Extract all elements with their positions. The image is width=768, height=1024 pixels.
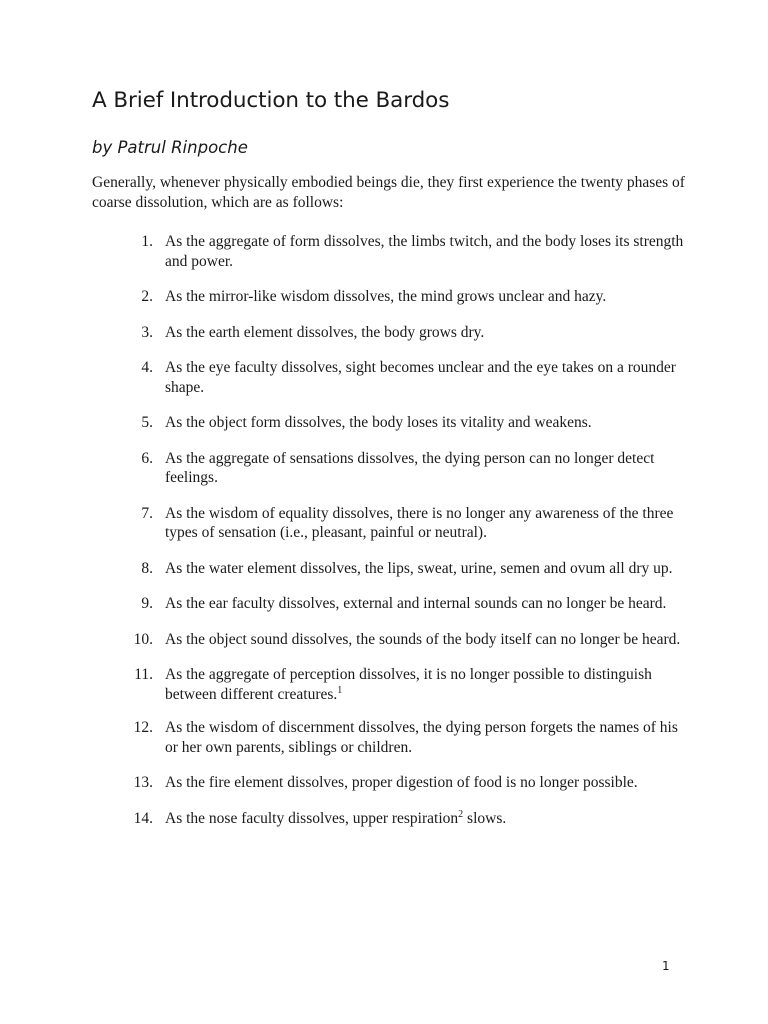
- list-item-number: 7.: [141, 504, 153, 522]
- list-item-text: As the aggregate of sensations dissolves, the dying person can no longer detect feelings.: [165, 449, 655, 486]
- list-item: [92, 630, 692, 650]
- list-item: [92, 559, 692, 579]
- list-item-text: As the object form dissolves, the body loses its vitality and weakens.: [165, 414, 592, 431]
- list-item: [92, 594, 692, 614]
- list-item-text: As the fire element dissolves, proper digestion of food is no longer possible.: [165, 774, 638, 791]
- list-item-number: 14.: [133, 809, 153, 827]
- intro-paragraph: Generally, whenever physically embodied beings die, they first experience the twenty phases of coarse dissolution, which are as follows:: [92, 174, 685, 211]
- list-item-text: As the aggregate of perception dissolves, it is no longer possible to distinguish between different creatures.: [165, 666, 652, 703]
- author-byline: by Patrul Rinpoche: [92, 138, 248, 157]
- list-item: [92, 413, 692, 433]
- list-item-number: 3.: [141, 323, 153, 341]
- list-item-number: 4.: [141, 359, 153, 376]
- list-item-text: As the wisdom of discernment dissolves, the dying person forgets the names of his or her own parents, siblings or children.: [165, 719, 678, 756]
- list-item-text: As the eye faculty dissolves, sight becomes unclear and the eye takes on a rounder shape.: [165, 359, 676, 396]
- list-item: [92, 665, 692, 704]
- footnote-marker[interactable]: 2: [458, 808, 464, 820]
- list-item: [92, 358, 692, 397]
- footnote-marker[interactable]: 1: [337, 684, 343, 696]
- list-item-number: 13.: [133, 774, 153, 791]
- list-item-number: 9.: [141, 595, 153, 612]
- page-number: 1: [662, 959, 670, 973]
- list-item: [92, 809, 692, 829]
- list-item: [92, 449, 692, 488]
- list-item: [92, 504, 692, 543]
- list-item-number: 10.: [133, 630, 153, 648]
- list-item-number: 11.: [134, 666, 153, 683]
- document-title: A Brief Introduction to the Bardos: [92, 88, 450, 113]
- list-item-text: As the aggregate of form dissolves, the limbs twitch, and the body loses its strength and power.: [165, 233, 684, 270]
- list-item: [92, 323, 692, 343]
- list-item: [92, 232, 692, 271]
- list-item-text: As the earth element dissolves, the body grows dry.: [165, 323, 485, 341]
- list-item-text-tail: slows.: [463, 809, 507, 827]
- list-item: [92, 773, 692, 793]
- list-item-number: 5.: [141, 414, 153, 431]
- list-item-text: As the object sound dissolves, the sounds of the body itself can no longer be heard.: [165, 630, 681, 648]
- list-item-text: As the wisdom of equality dissolves, there is no longer any awareness of the three types of sensation (i.e., pleasant, painful or neutral).: [165, 504, 674, 541]
- list-item-text: As the nose faculty dissolves, upper respiration: [165, 809, 459, 827]
- list-item-number: 8.: [141, 559, 153, 577]
- list-item-number: 12.: [133, 719, 153, 736]
- list-item-number: 2.: [141, 288, 153, 305]
- list-item-text: As the water element dissolves, the lips, sweat, urine, semen and ovum all dry up.: [165, 559, 673, 577]
- list-item-text: As the mirror-like wisdom dissolves, the mind grows unclear and hazy.: [165, 288, 607, 305]
- dissolution-list: [92, 232, 692, 828]
- document-page: [92, 86, 692, 844]
- list-item: [92, 718, 692, 757]
- list-item-number: 6.: [141, 449, 153, 467]
- list-item-number: 1.: [141, 233, 153, 250]
- list-item: [92, 287, 692, 307]
- list-item-text: As the ear faculty dissolves, external and internal sounds can no longer be heard.: [165, 595, 667, 612]
